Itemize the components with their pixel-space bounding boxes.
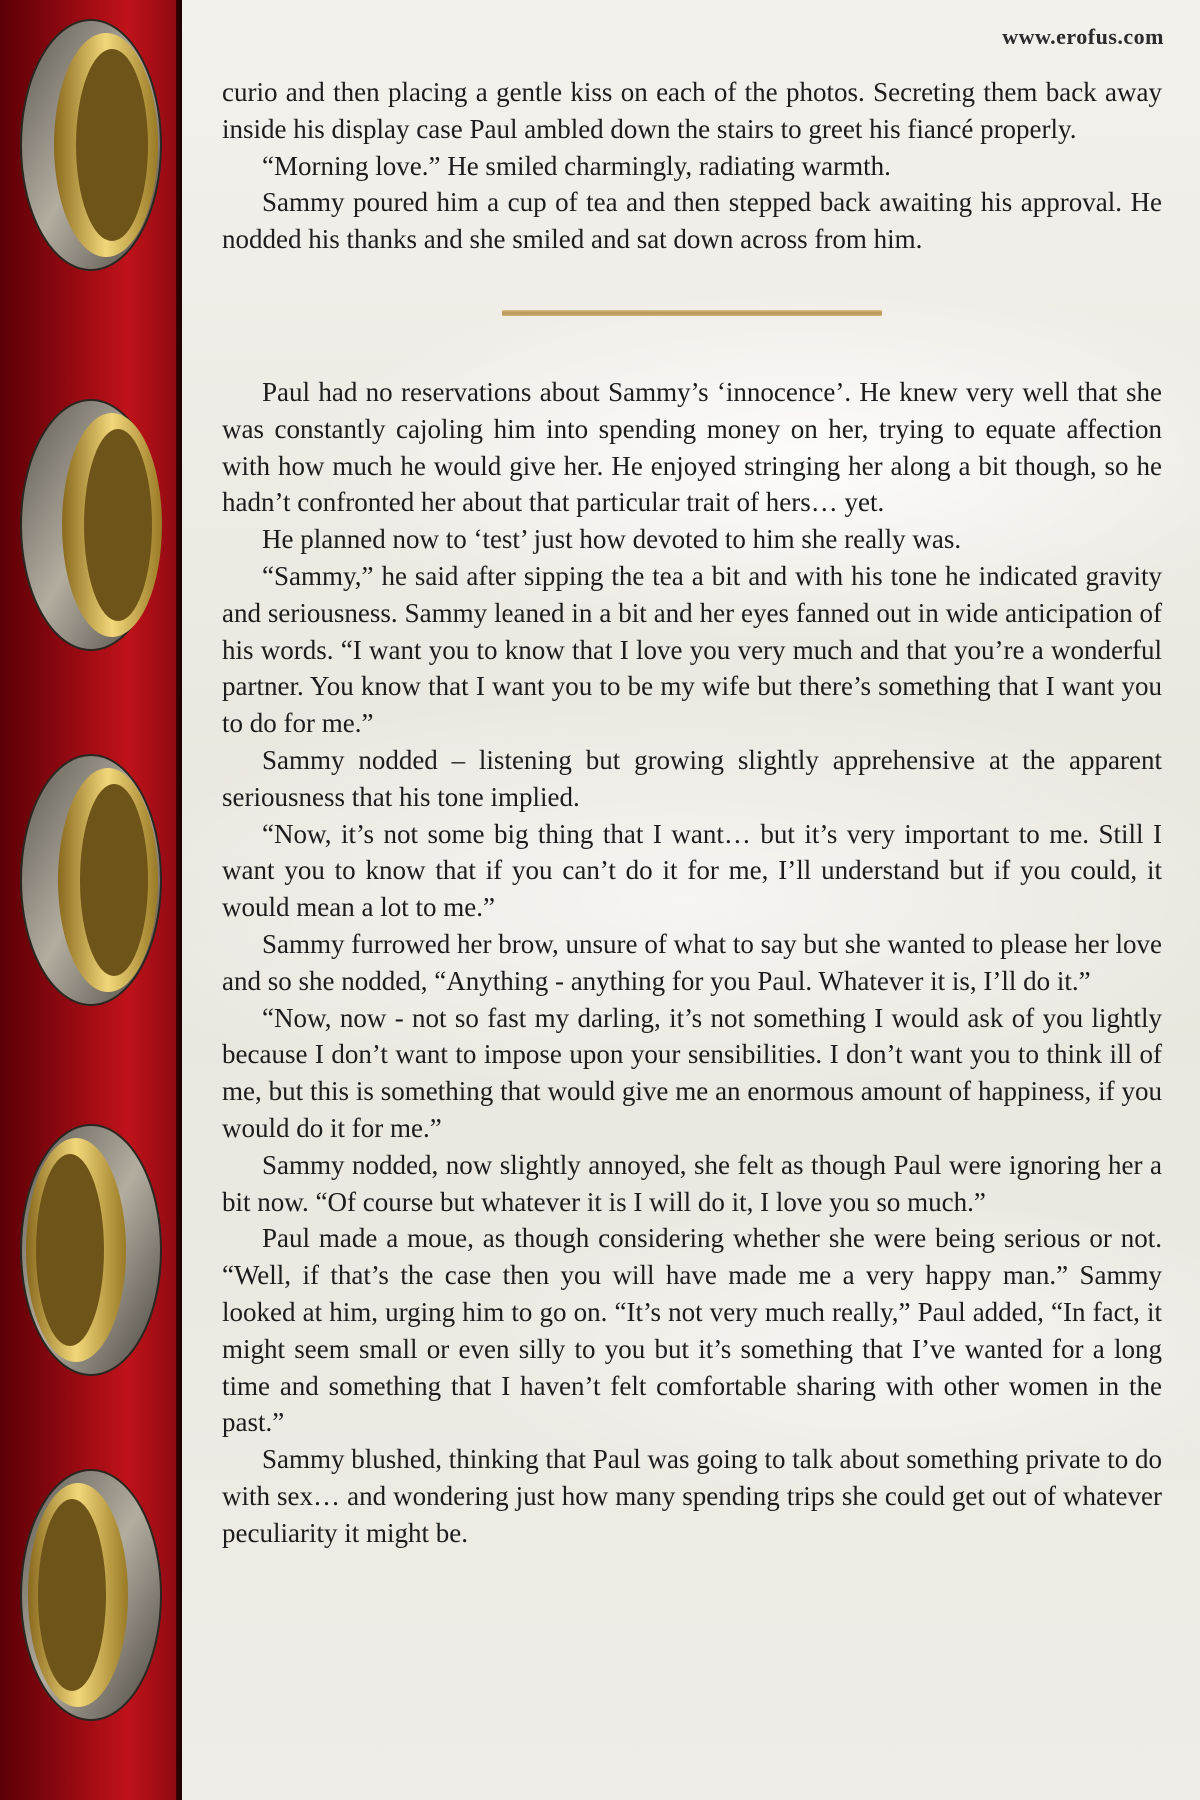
ring-icon [8, 390, 174, 660]
watermark: www.erofus.com [1002, 24, 1164, 49]
decorative-sidebar [0, 0, 182, 1800]
paragraph: Sammy furrowed her brow, unsure of what to say but she wanted to please her love and so she nodded, “Anything - anything for you Paul. Whatever it is, I’ll do it.” [222, 928, 1162, 996]
ring-icon [8, 10, 174, 280]
paragraph: He planned now to ‘test’ just how devoted to him she really was. [262, 524, 962, 555]
page-body [182, 0, 1200, 1800]
paragraph: Paul made a moue, as though considering whether she were being serious or not. “Well, if that’s the case then you will have made me a very happy man.” Sammy looked at him, urging him to go on. “It’s not very much really,” Paul added, “In fact, it might seem small or even silly to you but it’s something that I’ve wanted for a long time and something that I haven’t felt comfortable sharing with other women in the past.” [222, 1223, 1162, 1438]
section-one [222, 74, 1162, 258]
paragraph: Paul had no reservations about Sammy’s ‘innocence’. He knew very well that she was constantly cajoling him into spending money on her, trying to equate affection with how much he would give her. He enjoyed stringing her along a bit though, so he hadn’t confronted her about that particular trait of hers… yet. [222, 376, 1162, 518]
paragraph: “Now, now - not so fast my darling, it’s not something I would ask of you lightly because I don’t want to impose upon your sensibilities. I don’t want you to think ill of me, but this is something that would give me an enormous amount of happiness, if you would do it for me.” [222, 1002, 1162, 1143]
paragraph: Sammy poured him a cup of tea and then stepped back awaiting his approval. He nodded his thanks and she smiled and sat down across from him. [222, 187, 1162, 255]
paragraph: “Now, it’s not some big thing that I want… but it’s very important to me. Still I want you to know that if you can’t do it for me, I’ll understand but if you could, it would mean a lot to me.” [222, 818, 1162, 923]
ring-icon [8, 1115, 174, 1385]
paragraph: curio and then placing a gentle kiss on each of the photos. Secreting them back away inside his display case Paul ambled down the stairs to greet his fiancé properly. [222, 77, 1162, 144]
section-two [222, 374, 1162, 1552]
paragraph: Sammy nodded, now slightly annoyed, she felt as though Paul were ignoring her a bit now. “Of course but whatever it is I will do it, I love you so much.” [222, 1149, 1162, 1217]
ring-icon [8, 1460, 174, 1730]
paragraph: “Morning love.” He smiled charmingly, radiating warmth. [262, 150, 891, 181]
paragraph: Sammy nodded – listening but growing slightly apprehensive at the apparent seriousness that his tone implied. [222, 744, 1162, 812]
story-text [222, 74, 1162, 1551]
ring-icon [8, 745, 174, 1015]
paragraph: “Sammy,” he said after sipping the tea a bit and with his tone he indicated gravity and seriousness. Sammy leaned in a bit and her eyes fanned out in wide anticipation of his words. “I want you to know that I love you very much and that you’re a wonderful partner. You know that I want you to be my wife but there’s something that I want you to do for me.” [222, 560, 1162, 739]
paragraph: Sammy blushed, thinking that Paul was going to talk about something private to do with sex… and wondering just how many spending trips she could get out of whatever peculiarity it might be. [222, 1444, 1162, 1548]
